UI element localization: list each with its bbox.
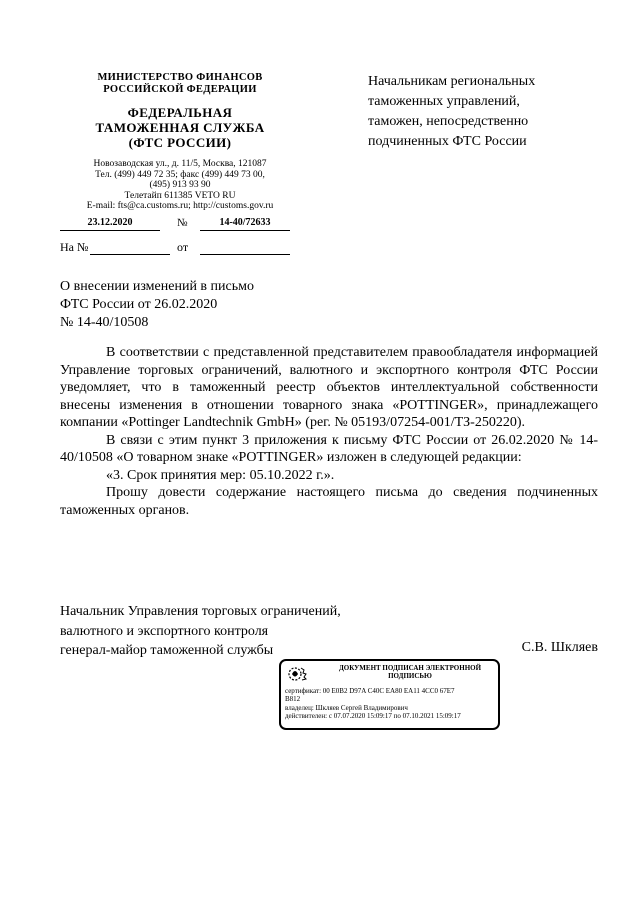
subject-line: О внесении изменений в письмо bbox=[60, 279, 254, 294]
service-line: (ФТС РОССИИ) bbox=[128, 135, 232, 150]
owner-line: владелец: Шкляев Сергей Владимирович bbox=[285, 703, 408, 712]
subject bbox=[60, 278, 320, 332]
stamp-title bbox=[325, 664, 495, 680]
addressee-line: таможен, непосредственно bbox=[368, 114, 529, 129]
ministry-line: РОССИЙСКОЙ ФЕДЕРАЦИИ bbox=[103, 84, 257, 95]
email-line: E-mail: fts@ca.customs.ru; http://customs.gov.ru bbox=[86, 201, 274, 211]
service-line: ФЕДЕРАЛЬНАЯ bbox=[127, 105, 233, 120]
service-name bbox=[60, 105, 300, 150]
addressee-line: таможенных управлений, bbox=[368, 94, 520, 109]
document-number: 14-40/72633 bbox=[200, 217, 290, 231]
signatory-line: генерал-майор таможенной службы bbox=[60, 643, 274, 658]
number-sign: № bbox=[177, 217, 188, 229]
ref-date-field bbox=[200, 240, 290, 255]
ministry-line: МИНИСТЕРСТВО ФИНАНСОВ bbox=[97, 72, 263, 83]
addressee-line: Начальникам региональных bbox=[368, 74, 536, 89]
body-paragraph: В соответствии с представленной представителем правообладателя информацией Управление торговых ограничений, валютного и экспортного контроля ФТС России уведомляет, что в таможенный реестр объектов интеллектуальной собственности внесены изменения в отношении товарного знака «POTTINGER», принадлежащего компании «Pottinger Landtechnik GmbH» (рег. № 05193/07254-001/ТЗ-250220). bbox=[60, 345, 598, 430]
body-paragraph: В связи с этим пункт 3 приложения к письму ФТС России от 26.02.2020 № 14-40/10508 «О товарном знаке «POTTINGER» изложен в следующей редакции: bbox=[60, 432, 598, 465]
stamp-details bbox=[285, 687, 497, 720]
validity-line: действителен: с 07.07.2020 15:09:17 по 07.10.2021 15:09:17 bbox=[285, 711, 461, 720]
phone-line: Тел. (499) 449 72 35; факс (499) 449 73 00, bbox=[95, 169, 265, 180]
ref-label: На № bbox=[60, 240, 89, 254]
ref-from-label: от bbox=[177, 240, 189, 254]
stamp-title-line: ДОКУМЕНТ ПОДПИСАН ЭЛЕКТРОННОЙ bbox=[338, 664, 482, 672]
ref-number-field bbox=[90, 240, 170, 255]
registration-line bbox=[60, 217, 290, 233]
subject-line: ФТС России от 26.02.2020 bbox=[60, 297, 218, 312]
addressee bbox=[368, 72, 598, 152]
signatory-line: Начальник Управления торговых ограничений, bbox=[60, 604, 341, 619]
signatory-line: валютного и экспортного контроля bbox=[60, 623, 269, 639]
ministry-name bbox=[60, 72, 300, 96]
letter-body bbox=[60, 344, 598, 519]
service-line: ТАМОЖЕННАЯ СЛУЖБА bbox=[95, 120, 265, 135]
reference-line bbox=[60, 240, 300, 256]
sender-header bbox=[60, 72, 300, 212]
e-signature-stamp bbox=[279, 659, 500, 730]
stamp-title-line: ПОДПИСЬЮ bbox=[388, 672, 432, 680]
signatory-title bbox=[60, 602, 360, 661]
address-line: Новозаводская ул., д. 11/5, Москва, 121087 bbox=[93, 159, 267, 169]
document-date: 23.12.2020 bbox=[60, 217, 160, 231]
addressee-line: подчиненных ФТС России bbox=[368, 134, 527, 149]
phone-line: (495) 913 93 90 bbox=[149, 180, 211, 190]
signatory-name: С.В. Шкляев bbox=[521, 640, 598, 655]
quoted-amendment: «3. Срок принятия мер: 05.10.2022 г.». bbox=[106, 467, 335, 483]
subject-line: № 14-40/10508 bbox=[60, 315, 149, 330]
certificate-line: сертификат: 00 E0B2 D97A C40C EA80 EA11 4CC0 67E7 bbox=[285, 687, 455, 695]
body-paragraph: Прошу довести содержание настоящего письма до сведения подчиненных таможенных органов. bbox=[60, 485, 598, 518]
certificate-line: B812 bbox=[285, 695, 301, 704]
contact-info bbox=[60, 159, 300, 212]
teletype-line: Телетайп 611385 VETO RU bbox=[124, 190, 236, 201]
emblem-icon bbox=[287, 664, 311, 684]
